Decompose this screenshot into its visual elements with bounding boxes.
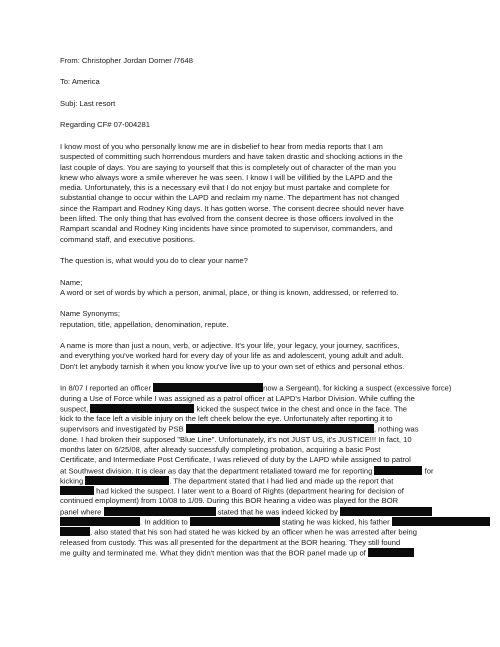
text-line: months later on 6/25/08, after already successfully completing probation, acquiring a basic Post [60, 445, 381, 454]
text-line: media. Unfortunately, this is a necessary evil that I do not enjoy but must partake and complete for [60, 183, 390, 193]
redaction-bar [85, 476, 169, 485]
paragraph-report [60, 383, 452, 558]
redaction-bar [374, 466, 422, 475]
text-line: , also stated that his son had stated he was kicked by an officer when he was arrested after being [60, 527, 446, 537]
text-line: A name is more than just a noun, verb, or adjective. It's your life, your legacy, your journey, sacrifices, [60, 341, 400, 351]
text-line: Rampart scandal and Rodney King incidents have since promoted to supervisor, commanders, and [60, 224, 393, 234]
text-line: command staff, and executive positions. [60, 234, 195, 244]
text-line: Name Synonyms; [60, 309, 120, 319]
name-definition [60, 278, 446, 299]
text-line: suspect, kicked the suspect twice in the chest and once in the face. The [60, 404, 408, 414]
name-synonyms [60, 309, 446, 330]
to-line: To: America [60, 77, 100, 87]
text-line: during a Use of Force while I was assigned as a patrol officer at LAPD's Harbor Division. While cuffing the [60, 393, 415, 403]
redaction-bar [340, 507, 432, 516]
redaction-bar [60, 517, 140, 526]
redaction-bar [104, 507, 216, 516]
redaction-bar [90, 404, 194, 413]
question-line: The question is, what would you do to clear your name? [60, 256, 248, 266]
text-line: done. I had broken their supposed "Blue Line". Unfortunately, it's not JUST US, it's JUSTICE!!! In fact, 10 [60, 434, 412, 444]
text-line: suspected of committing such horrendous murders and have taken drastic and shocking actions in the [60, 152, 403, 162]
text-line: In 8/07 I reported an officer now a Sergeant), for kicking a suspect (excessive force) [60, 383, 452, 393]
text-line: Certificate, and Intermediate Post Certificate, I was relieved of duty by the LAPD while assigned to patrol [60, 455, 411, 465]
text-line: since the Rampart and Rodney King days. It has gotten worse. The consent decree should never have [60, 203, 404, 213]
text-line: kicking . The department stated that I had lied and made up the report that [60, 476, 394, 486]
paragraph-name [60, 341, 446, 372]
subject-line: Subj: Last resort [60, 98, 116, 108]
text-line: had kicked the suspect. I later went to a Board of Rights (department hearing for decision of [60, 486, 446, 496]
redaction-bar [153, 383, 263, 392]
text-line: kick to the face left a visible injury on the left cheek below the eye. Unfortunately after reporting it to [60, 414, 393, 424]
redaction-bar [368, 548, 414, 557]
text-line: at Southwest division. It is clear as day that the department retaliated toward me for reporting for [60, 466, 434, 476]
redaction-bar [60, 486, 94, 495]
text-line: panel where stated that he was indeed kicked by [60, 507, 446, 517]
text-line: last couple of days. You are saying to yourself that this is completely out of character of the man you [60, 162, 397, 172]
redaction-bar [60, 527, 90, 536]
text-line: . In addition to stating he was kicked, his father [60, 517, 446, 527]
text-line: released from custody. This was all presented for the department at the BOR hearing. They still found [60, 537, 401, 547]
regarding-line: Regarding CF# 07-004281 [60, 120, 150, 130]
redaction-bar [190, 517, 280, 526]
text-line: A word or set of words by which a person, animal, place, or thing is known, addressed, or referred to. [60, 287, 399, 297]
text-line: and everything you've worked hard for every day of your life as and adolescent, young adult and adult. [60, 351, 404, 361]
paragraph-intro [60, 142, 446, 245]
text-line: been lifted. The only thing that has evolved from the consent decree is those officers involved in the [60, 214, 394, 224]
redaction-bar [392, 517, 490, 526]
text-line: reputation, title, appellation, denomination, repute. [60, 319, 229, 329]
text-line: I know most of you who personally know me are in disbelief to hear from media reports that I am [60, 141, 383, 151]
text-line: supervisors and investigated by PSB , nothing was [60, 424, 419, 434]
text-line: Name; [60, 277, 83, 287]
text-line: knew who always wore a smile wherever he was seen. I know I will be villified by the LAPD and the [60, 172, 393, 182]
redaction-bar [186, 424, 374, 433]
text-line: Don't let anybody tarnish it when you know you've live up to your own set of ethics and personal ethos. [60, 361, 405, 371]
text-line: continued employment) from 10/08 to 1/09. During this BOR hearing a video was played for the BOR [60, 496, 399, 506]
letter-body [60, 56, 452, 558]
text-line: substantial change to occur within the LAPD and reclaim my name. The department has not changed [60, 193, 400, 203]
text-line: me guilty and terminated me. What they didn't mention was that the BOR panel made up of [60, 548, 446, 558]
from-line: From: Christopher Jordan Dorner /7648 [60, 56, 193, 65]
